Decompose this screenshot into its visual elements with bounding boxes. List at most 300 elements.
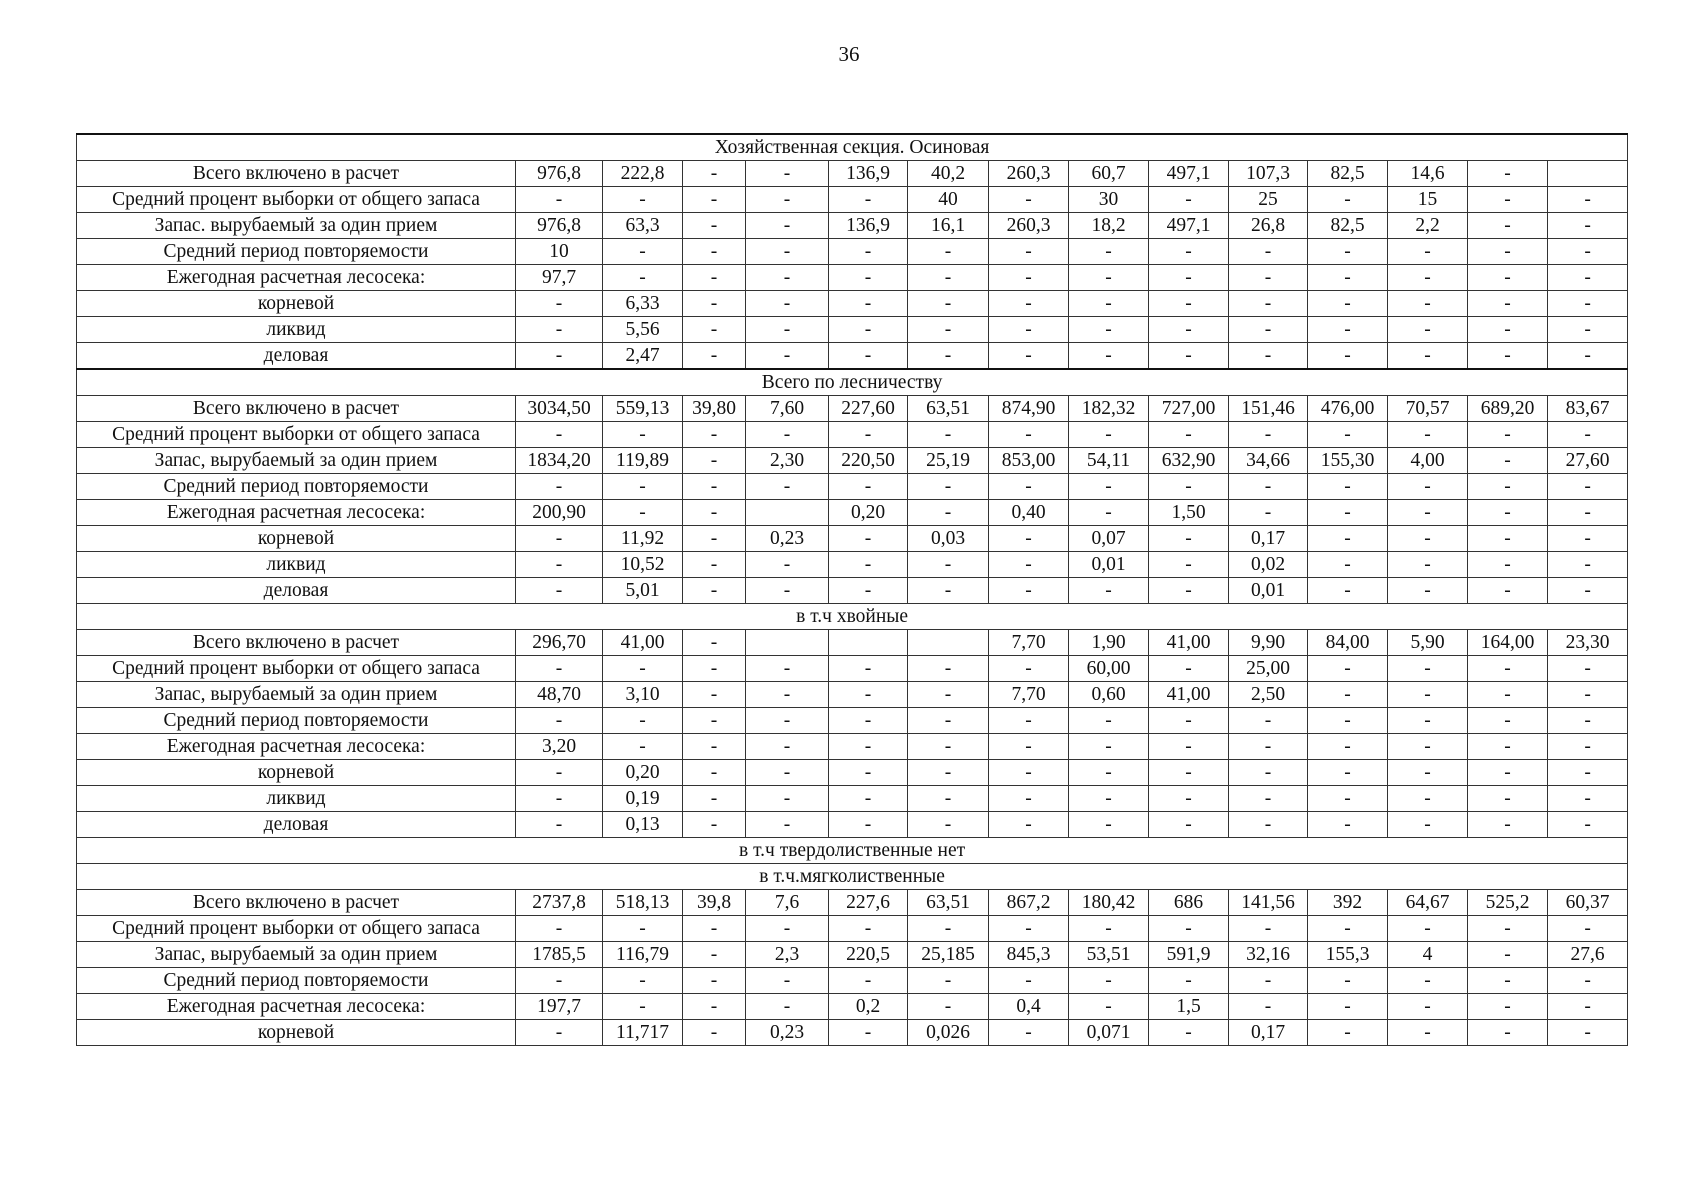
table-cell: - xyxy=(683,942,746,968)
table-cell: 200,90 xyxy=(516,500,603,526)
table-cell: 6,33 xyxy=(603,291,683,317)
table-cell: 2737,8 xyxy=(516,890,603,916)
table-cell: 136,9 xyxy=(829,161,908,187)
table-cell: - xyxy=(1468,213,1548,239)
table-cell xyxy=(1548,161,1628,187)
table-cell: - xyxy=(908,708,989,734)
table-cell: - xyxy=(683,552,746,578)
table-cell: - xyxy=(1149,916,1229,942)
table-cell: 197,7 xyxy=(516,994,603,1020)
table-cell: 0,17 xyxy=(1229,1020,1308,1046)
table-cell: - xyxy=(829,656,908,682)
table-cell: 296,70 xyxy=(516,630,603,656)
table-row xyxy=(77,317,1628,343)
table-cell: - xyxy=(1229,734,1308,760)
table-cell: - xyxy=(1468,760,1548,786)
table-cell: 976,8 xyxy=(516,213,603,239)
table-cell: 53,51 xyxy=(1069,942,1149,968)
table-cell: - xyxy=(829,317,908,343)
table-cell: - xyxy=(829,422,908,448)
table-cell: 7,70 xyxy=(989,630,1069,656)
table-cell: - xyxy=(746,317,829,343)
table-cell: - xyxy=(1548,422,1628,448)
table-cell: - xyxy=(1388,474,1468,500)
table-cell: - xyxy=(603,500,683,526)
table-cell: - xyxy=(1308,187,1388,213)
table-cell: - xyxy=(1069,291,1149,317)
table-cell: 632,90 xyxy=(1149,448,1229,474)
table-cell: - xyxy=(1548,265,1628,291)
section-title: в т.ч.мягколиственные xyxy=(77,864,1628,890)
table-cell: 0,4 xyxy=(989,994,1069,1020)
table-cell: - xyxy=(1069,317,1149,343)
table-cell: - xyxy=(1468,265,1548,291)
table-cell: - xyxy=(1468,1020,1548,1046)
table-cell: - xyxy=(989,656,1069,682)
table-cell: - xyxy=(746,916,829,942)
table-cell: - xyxy=(603,187,683,213)
table-cell: 25 xyxy=(1229,187,1308,213)
table-cell: - xyxy=(1388,760,1468,786)
table-cell: - xyxy=(829,682,908,708)
table-cell: - xyxy=(746,734,829,760)
table-cell: - xyxy=(1229,760,1308,786)
table-cell: - xyxy=(1229,422,1308,448)
table-cell: 14,6 xyxy=(1388,161,1468,187)
table-cell: - xyxy=(1069,968,1149,994)
row-label: Средний процент выборки от общего запаса xyxy=(77,187,516,213)
table-cell: - xyxy=(516,760,603,786)
table-cell: 4,00 xyxy=(1388,448,1468,474)
table-cell: - xyxy=(1548,708,1628,734)
table-cell: 222,8 xyxy=(603,161,683,187)
table-cell: - xyxy=(603,474,683,500)
table-cell: - xyxy=(746,578,829,604)
table-cell: - xyxy=(908,760,989,786)
row-label: Средний процент выборки от общего запаса xyxy=(77,916,516,942)
table-cell: - xyxy=(1388,578,1468,604)
table-cell: 853,00 xyxy=(989,448,1069,474)
table-cell: - xyxy=(516,1020,603,1046)
table-cell: - xyxy=(1229,343,1308,370)
table-cell: 7,60 xyxy=(746,396,829,422)
table-cell: 2,3 xyxy=(746,942,829,968)
table-cell: - xyxy=(683,213,746,239)
table-cell: - xyxy=(1308,265,1388,291)
table-cell: - xyxy=(1308,239,1388,265)
table-cell: - xyxy=(908,422,989,448)
table-row xyxy=(77,291,1628,317)
table-cell xyxy=(829,630,908,656)
table-cell: - xyxy=(1308,578,1388,604)
row-label: Ежегодная расчетная лесосека: xyxy=(77,500,516,526)
table-cell: - xyxy=(1388,968,1468,994)
table-cell: - xyxy=(516,786,603,812)
table-cell: 15 xyxy=(1388,187,1468,213)
table-cell: 16,1 xyxy=(908,213,989,239)
table-cell: - xyxy=(989,343,1069,370)
forest-calc-table xyxy=(76,133,1628,1046)
table-cell: - xyxy=(829,916,908,942)
table-cell: - xyxy=(829,526,908,552)
table-cell: - xyxy=(683,187,746,213)
row-label: корневой xyxy=(77,760,516,786)
table-cell: 867,2 xyxy=(989,890,1069,916)
table-cell: 1,90 xyxy=(1069,630,1149,656)
table-cell: - xyxy=(908,578,989,604)
table-cell: - xyxy=(1388,343,1468,370)
table-cell: - xyxy=(1388,265,1468,291)
table-cell: 41,00 xyxy=(1149,682,1229,708)
table-cell: - xyxy=(1548,474,1628,500)
table-cell: - xyxy=(989,317,1069,343)
table-cell: - xyxy=(603,265,683,291)
table-cell: 97,7 xyxy=(516,265,603,291)
table-cell: - xyxy=(683,630,746,656)
table-row xyxy=(77,656,1628,682)
table-cell: - xyxy=(1548,239,1628,265)
table-cell: 689,20 xyxy=(1468,396,1548,422)
table-row xyxy=(77,239,1628,265)
table-cell: - xyxy=(1468,317,1548,343)
table-cell: 10,52 xyxy=(603,552,683,578)
table-cell: - xyxy=(829,734,908,760)
table-cell: - xyxy=(1149,552,1229,578)
table-cell: - xyxy=(1548,968,1628,994)
row-label: Средний период повторяемости xyxy=(77,708,516,734)
table-cell: - xyxy=(1229,239,1308,265)
table-cell: - xyxy=(1229,317,1308,343)
table-cell: - xyxy=(746,213,829,239)
row-label: Всего включено в расчет xyxy=(77,630,516,656)
table-cell: 0,40 xyxy=(989,500,1069,526)
table-cell: 84,00 xyxy=(1308,630,1388,656)
table-row xyxy=(77,760,1628,786)
table-cell: - xyxy=(516,552,603,578)
table-cell: - xyxy=(683,422,746,448)
table-cell: 60,37 xyxy=(1548,890,1628,916)
table-cell: - xyxy=(1548,916,1628,942)
table-cell: - xyxy=(1548,734,1628,760)
table-cell: - xyxy=(1468,786,1548,812)
row-label: Запас, вырубаемый за один прием xyxy=(77,682,516,708)
section-title: в т.ч хвойные xyxy=(77,604,1628,630)
table-cell: 155,3 xyxy=(1308,942,1388,968)
table-cell: - xyxy=(683,1020,746,1046)
table-cell: - xyxy=(1308,812,1388,838)
table-cell: 25,19 xyxy=(908,448,989,474)
section-heading-row xyxy=(77,604,1628,630)
table-cell: - xyxy=(1468,526,1548,552)
table-cell: - xyxy=(989,422,1069,448)
table-cell: - xyxy=(1308,682,1388,708)
table-cell: 0,23 xyxy=(746,1020,829,1046)
table-cell: 0,20 xyxy=(603,760,683,786)
table-cell: - xyxy=(908,291,989,317)
table-cell: - xyxy=(1388,291,1468,317)
table-row xyxy=(77,994,1628,1020)
table-cell: 1834,20 xyxy=(516,448,603,474)
table-cell: - xyxy=(1229,708,1308,734)
table-cell: - xyxy=(1069,500,1149,526)
table-cell: 18,2 xyxy=(1069,213,1149,239)
table-cell: - xyxy=(746,161,829,187)
table-cell: 41,00 xyxy=(1149,630,1229,656)
table-cell: - xyxy=(746,291,829,317)
table-row xyxy=(77,474,1628,500)
table-cell: - xyxy=(1388,317,1468,343)
table-cell: - xyxy=(1069,916,1149,942)
table-cell: 141,56 xyxy=(1229,890,1308,916)
table-cell: 0,17 xyxy=(1229,526,1308,552)
table-cell: - xyxy=(746,422,829,448)
table-cell: 32,16 xyxy=(1229,942,1308,968)
table-row xyxy=(77,942,1628,968)
row-label: Средний процент выборки от общего запаса xyxy=(77,656,516,682)
table-cell: - xyxy=(1388,994,1468,1020)
table-cell: - xyxy=(603,968,683,994)
table-cell: - xyxy=(683,812,746,838)
table-row xyxy=(77,734,1628,760)
table-cell: - xyxy=(1548,578,1628,604)
table-cell: 0,01 xyxy=(1229,578,1308,604)
table-cell: - xyxy=(1069,578,1149,604)
table-cell: - xyxy=(829,708,908,734)
table-cell: - xyxy=(1308,760,1388,786)
table-cell: - xyxy=(1388,526,1468,552)
table-cell: - xyxy=(1149,786,1229,812)
table-cell: - xyxy=(1468,500,1548,526)
table-cell: - xyxy=(908,239,989,265)
table-cell: - xyxy=(683,578,746,604)
table-cell: 30 xyxy=(1069,187,1149,213)
table-cell: - xyxy=(989,474,1069,500)
table-cell: 260,3 xyxy=(989,213,1069,239)
table-cell: 41,00 xyxy=(603,630,683,656)
table-cell: 0,23 xyxy=(746,526,829,552)
table-cell: - xyxy=(1468,578,1548,604)
table-cell: - xyxy=(1388,708,1468,734)
table-cell: - xyxy=(1468,968,1548,994)
table-cell: - xyxy=(1149,239,1229,265)
table-cell: - xyxy=(683,265,746,291)
table-cell: 874,90 xyxy=(989,396,1069,422)
table-cell: 1785,5 xyxy=(516,942,603,968)
table-row xyxy=(77,265,1628,291)
table-cell: - xyxy=(1388,734,1468,760)
table-cell: - xyxy=(1308,708,1388,734)
table-cell: - xyxy=(1548,500,1628,526)
table-cell: - xyxy=(1468,291,1548,317)
table-cell: - xyxy=(516,317,603,343)
table-cell: - xyxy=(1308,916,1388,942)
table-cell: - xyxy=(1229,812,1308,838)
table-cell: 151,46 xyxy=(1229,396,1308,422)
table-cell: 0,13 xyxy=(603,812,683,838)
table-cell: 107,3 xyxy=(1229,161,1308,187)
table-cell: 2,47 xyxy=(603,343,683,370)
table-cell: - xyxy=(746,656,829,682)
table-cell: - xyxy=(1149,1020,1229,1046)
table-cell: - xyxy=(683,786,746,812)
table-cell: - xyxy=(1388,916,1468,942)
table-cell: - xyxy=(1468,656,1548,682)
table-cell: - xyxy=(1468,942,1548,968)
table-cell: - xyxy=(1149,343,1229,370)
table-row xyxy=(77,422,1628,448)
table-cell: 686 xyxy=(1149,890,1229,916)
table-cell: - xyxy=(989,760,1069,786)
table-cell: - xyxy=(683,500,746,526)
table-cell: 11,717 xyxy=(603,1020,683,1046)
table-cell: - xyxy=(1069,812,1149,838)
table-cell: - xyxy=(1069,760,1149,786)
table-cell: - xyxy=(683,526,746,552)
table-cell: - xyxy=(1468,474,1548,500)
table-cell: - xyxy=(746,760,829,786)
table-cell: - xyxy=(989,786,1069,812)
table-row xyxy=(77,448,1628,474)
table-cell: - xyxy=(683,708,746,734)
table-cell: - xyxy=(746,786,829,812)
table-cell: - xyxy=(908,500,989,526)
table-cell: - xyxy=(1308,656,1388,682)
table-cell: - xyxy=(683,994,746,1020)
table-cell: 39,80 xyxy=(683,396,746,422)
table-cell: 3034,50 xyxy=(516,396,603,422)
table-cell: - xyxy=(829,291,908,317)
table-cell: - xyxy=(1229,968,1308,994)
table-cell: 2,30 xyxy=(746,448,829,474)
table-cell: - xyxy=(1308,552,1388,578)
table-cell: 23,30 xyxy=(1548,630,1628,656)
table-cell: - xyxy=(603,994,683,1020)
table-cell: 7,6 xyxy=(746,890,829,916)
table-cell: - xyxy=(1229,500,1308,526)
table-cell: 0,026 xyxy=(908,1020,989,1046)
table-cell: - xyxy=(746,343,829,370)
table-row xyxy=(77,526,1628,552)
table-cell: 0,60 xyxy=(1069,682,1149,708)
table-cell: - xyxy=(1069,474,1149,500)
table-cell: - xyxy=(746,474,829,500)
table-cell: 54,11 xyxy=(1069,448,1149,474)
table-cell: - xyxy=(1069,994,1149,1020)
table-cell: - xyxy=(989,187,1069,213)
table-cell: - xyxy=(908,682,989,708)
table-cell: - xyxy=(1149,265,1229,291)
table-cell: - xyxy=(1548,656,1628,682)
table-cell xyxy=(746,630,829,656)
row-label: деловая xyxy=(77,578,516,604)
table-cell: - xyxy=(603,422,683,448)
table-cell: - xyxy=(516,916,603,942)
table-cell: - xyxy=(908,968,989,994)
table-cell: - xyxy=(1468,161,1548,187)
table-cell: - xyxy=(746,265,829,291)
table-cell: - xyxy=(1308,1020,1388,1046)
table-cell: - xyxy=(1388,1020,1468,1046)
table-cell: - xyxy=(989,916,1069,942)
table-cell: 25,00 xyxy=(1229,656,1308,682)
table-cell: 63,51 xyxy=(908,396,989,422)
row-label: Средний период повторяемости xyxy=(77,239,516,265)
table-cell: - xyxy=(516,656,603,682)
table-cell: - xyxy=(908,265,989,291)
table-cell: - xyxy=(516,187,603,213)
table-cell: 136,9 xyxy=(829,213,908,239)
table-cell: - xyxy=(908,734,989,760)
table-cell: 60,00 xyxy=(1069,656,1149,682)
row-label: Запас, вырубаемый за один прием xyxy=(77,942,516,968)
table-cell: - xyxy=(1308,786,1388,812)
table-cell: - xyxy=(1069,734,1149,760)
table-cell: - xyxy=(1548,291,1628,317)
page-number: 36 xyxy=(838,42,860,66)
row-label: Всего включено в расчет xyxy=(77,890,516,916)
table-row xyxy=(77,500,1628,526)
table-cell: 227,6 xyxy=(829,890,908,916)
table-cell: - xyxy=(829,968,908,994)
table-cell: 476,00 xyxy=(1308,396,1388,422)
table-cell: 3,10 xyxy=(603,682,683,708)
table-cell: 5,90 xyxy=(1388,630,1468,656)
table-cell: 27,60 xyxy=(1548,448,1628,474)
table-cell: - xyxy=(1069,708,1149,734)
table-cell: - xyxy=(1468,682,1548,708)
table-cell: 7,70 xyxy=(989,682,1069,708)
table-cell: 0,2 xyxy=(829,994,908,1020)
table-cell: 119,89 xyxy=(603,448,683,474)
table-cell: - xyxy=(829,760,908,786)
table-cell: - xyxy=(683,448,746,474)
table-cell: 164,00 xyxy=(1468,630,1548,656)
table-cell: - xyxy=(908,656,989,682)
table-cell: - xyxy=(1548,812,1628,838)
section-title: Всего по лесничеству xyxy=(77,369,1628,396)
table-cell: 83,67 xyxy=(1548,396,1628,422)
table-cell: - xyxy=(908,474,989,500)
table-cell: - xyxy=(683,968,746,994)
table-cell: - xyxy=(1468,343,1548,370)
table-cell: - xyxy=(1388,552,1468,578)
table-cell: - xyxy=(516,422,603,448)
table-cell: - xyxy=(683,474,746,500)
table-row xyxy=(77,161,1628,187)
row-label: Ежегодная расчетная лесосека: xyxy=(77,734,516,760)
table-cell: - xyxy=(829,786,908,812)
table-cell: 116,79 xyxy=(603,942,683,968)
table-cell: - xyxy=(1069,239,1149,265)
table-cell: 2,50 xyxy=(1229,682,1308,708)
table-row xyxy=(77,630,1628,656)
table-row xyxy=(77,552,1628,578)
table-cell: - xyxy=(603,708,683,734)
table-cell: - xyxy=(1388,422,1468,448)
table-cell: - xyxy=(1308,526,1388,552)
table-cell: - xyxy=(989,578,1069,604)
table-cell: 70,57 xyxy=(1388,396,1468,422)
table-cell: 0,03 xyxy=(908,526,989,552)
table-cell: - xyxy=(989,968,1069,994)
table-cell: - xyxy=(1388,812,1468,838)
table-cell: 497,1 xyxy=(1149,213,1229,239)
table-cell: - xyxy=(1229,786,1308,812)
table-cell: - xyxy=(1468,187,1548,213)
table-cell: - xyxy=(1388,239,1468,265)
table-cell: - xyxy=(1149,291,1229,317)
table-cell: - xyxy=(1149,578,1229,604)
